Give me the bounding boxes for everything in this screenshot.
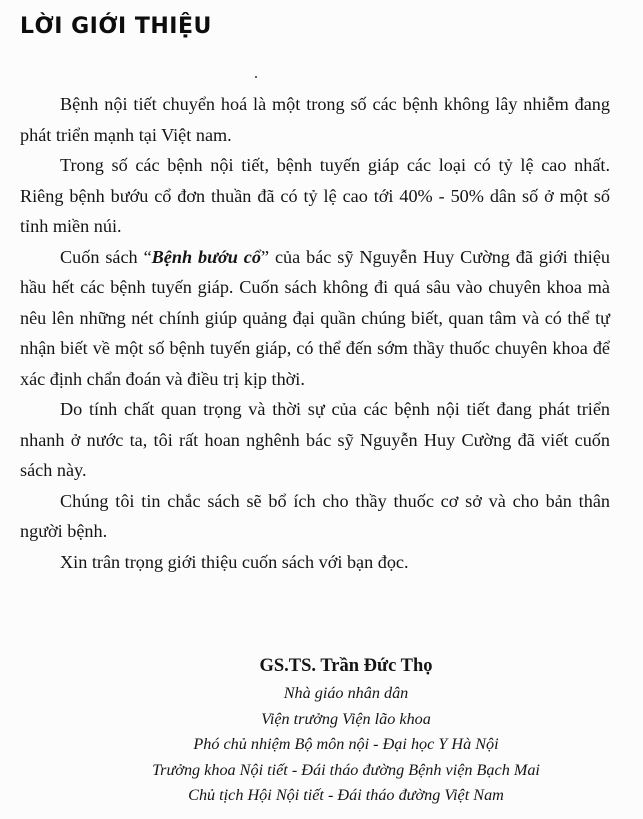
paragraph-3-lead: Cuốn sách “ xyxy=(60,246,152,267)
paragraph-5: Chúng tôi tin chắc sách sẽ bổ ích cho thầy thuốc cơ sở và cho bản thân người bệnh. xyxy=(20,490,610,541)
author-title-4: Trưởng khoa Nội tiết - Đái tháo đường Bệnh viện Bạch Mai xyxy=(152,760,540,779)
paragraph-4: Do tính chất quan trọng và thời sự của các bệnh nội tiết đang phát triển nhanh ở nước ta, tôi rất hoan nghênh bác sỹ Nguyễn Huy Cường đã viết cuốn sách này. xyxy=(20,399,610,480)
paragraph-3 xyxy=(20,242,610,395)
paragraph-2: Trong số các bệnh nội tiết, bệnh tuyến giáp các loại có tỷ lệ cao nhất. Riêng bệnh bướu cổ đơn thuần đã có tỷ lệ cao tới 40% - 50% dân số ở một số tỉnh miền núi. xyxy=(20,155,610,236)
signature-block xyxy=(72,651,620,809)
author-title-1: Nhà giáo nhân dân xyxy=(283,684,409,702)
page-title: LỜI GIỚI THIỆU xyxy=(20,14,212,39)
author-title-3: Phó chủ nhiệm Bộ môn nội - Đại học Y Hà Nội xyxy=(193,735,499,753)
paragraph-1: Bệnh nội tiết chuyển hoá là một trong số các bệnh không lây nhiễm đang phát triển mạnh tại Việt nam. xyxy=(20,94,610,145)
author-title-2: Viện trưởng Viện lão khoa xyxy=(261,709,431,728)
author-title-5: Chủ tịch Hội Nội tiết - Đái tháo đường Việt Nam xyxy=(188,786,504,804)
book-title: Bệnh bướu cổ xyxy=(151,246,261,267)
paragraph-3-rest: ” của bác sỹ Nguyễn Huy Cường đã giới thiệu hầu hết các bệnh tuyến giáp. Cuốn sách không đi quá sâu vào chuyên khoa mà nêu lên những nét chính giúp quảng đại quần chúng biết, quan tâm và có thể tự nhận biết về một số bệnh tuyến giáp, có thể đến sớm thầy thuốc chuyên khoa để xác định chẩn đoán và điều trị kịp thời. xyxy=(20,246,610,389)
paragraph-6: Xin trân trọng giới thiệu cuốn sách với bạn đọc. xyxy=(60,551,409,572)
scan-speck xyxy=(255,76,257,78)
author-name: GS.TS. Trần Đức Thọ xyxy=(259,656,433,676)
body-text xyxy=(20,89,610,577)
